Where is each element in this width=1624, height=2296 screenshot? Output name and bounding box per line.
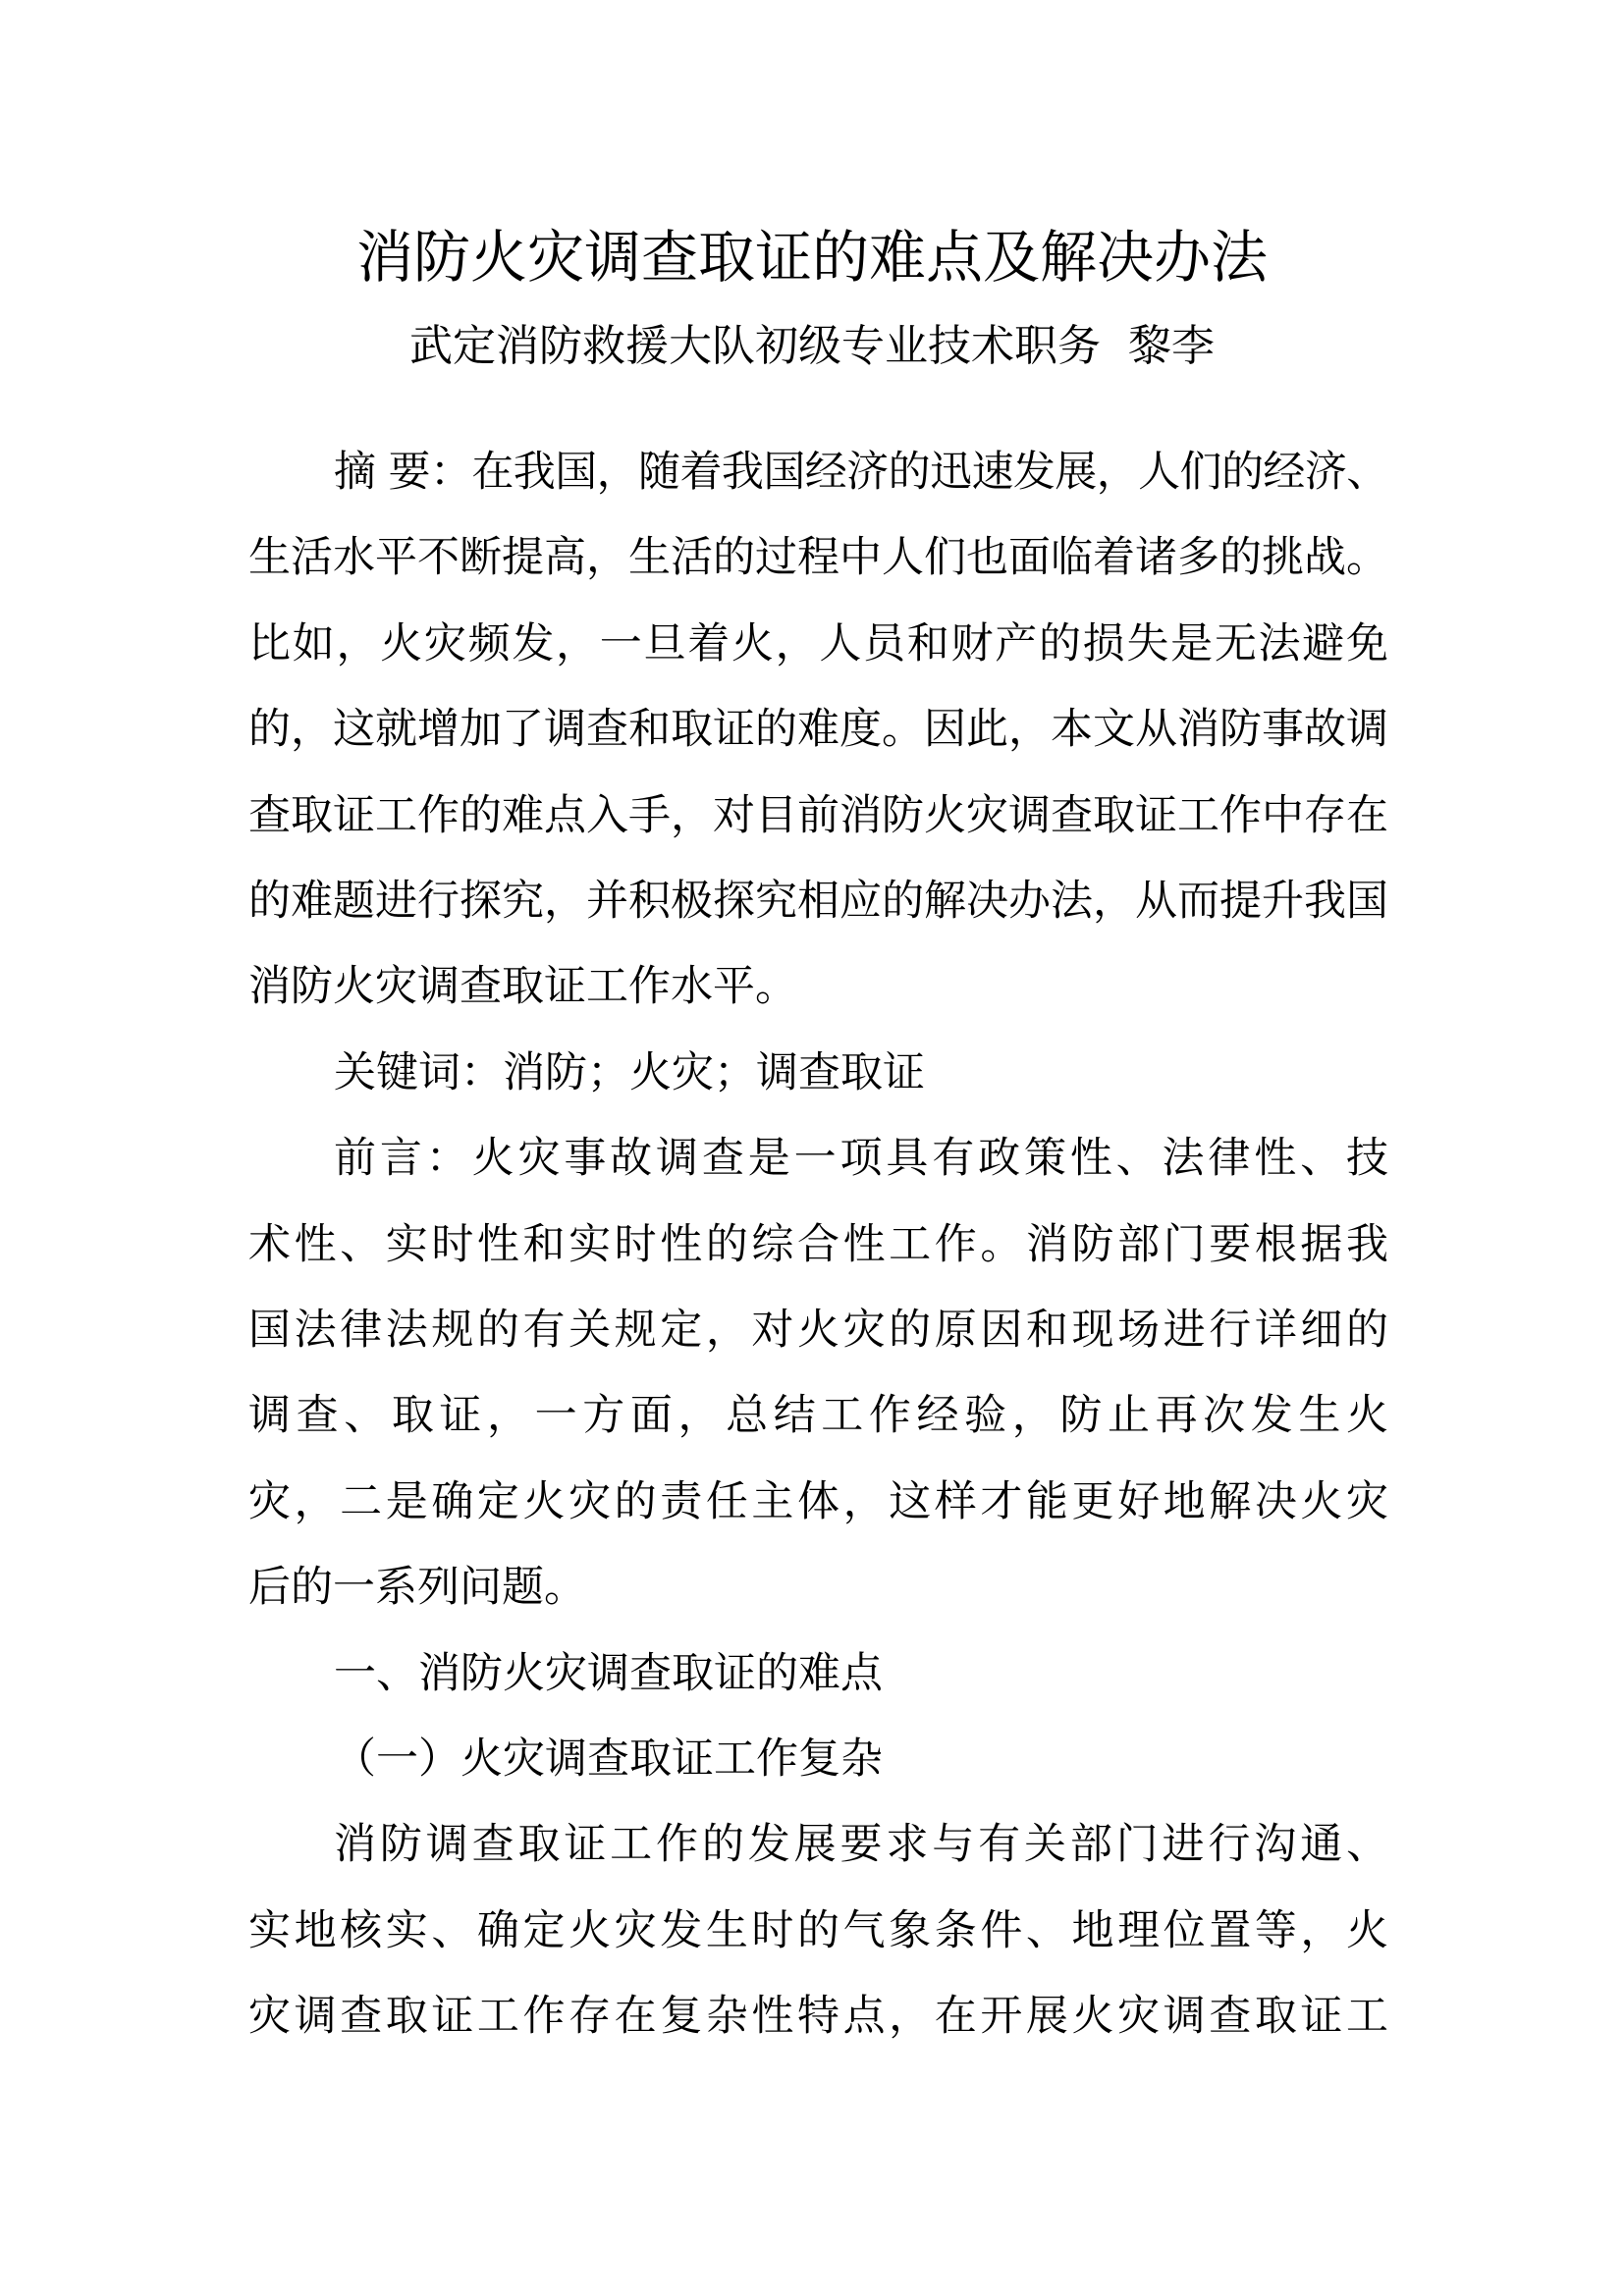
text-line: 消防火灾调查取证工作水平。 <box>248 962 797 1012</box>
text-line: 国法律法规的有关规定，对火灾的原因和现场进行详细的 <box>248 1306 1392 1355</box>
text-line: 灾，二是确定火灾的责任主体，这样才能更好地解决火灾 <box>248 1476 1392 1526</box>
text-line: 的难题进行探究，并积极探究相应的解决办法，从而提升我国 <box>248 877 1388 926</box>
text-line: 前言：火灾事故调查是一项具有政策性、法律性、技 <box>334 1134 1392 1184</box>
document-title: 消防火灾调查取证的难点及解决办法 <box>355 224 1268 291</box>
text-line: 生活水平不断提高，生活的过程中人们也面临着诸多的挑战。 <box>248 533 1388 583</box>
text-line: 比如，火灾频发，一旦着火，人员和财产的损失是无法避免 <box>248 618 1390 668</box>
text-line: 摘 要：在我国，随着我国经济的迅速发展，人们的经济、 <box>334 448 1388 497</box>
text-line: 后的一系列问题。 <box>248 1563 586 1613</box>
text-line: 实地核实、确定火灾发生时的气象条件、地理位置等，火 <box>248 1905 1392 1955</box>
text-line: 一、消防火灾调查取证的难点 <box>334 1648 883 1698</box>
text-line: 查取证工作的难点入手，对目前消防火灾调查取证工作中存在 <box>248 790 1388 840</box>
text-line: 调查、取证，一方面，总结工作经验，防止再次发生火 <box>248 1391 1394 1441</box>
document-author-line: 武定消防救援大队初级专业技术职务 黎李 <box>409 321 1215 371</box>
text-line: （一）火灾调查取证工作复杂 <box>334 1735 883 1784</box>
text-line: 灾调查取证工作存在复杂性特点，在开展火灾调查取证工 <box>248 1992 1392 2042</box>
text-line: 术性、实时性和实时性的综合性工作。消防部门要根据我 <box>248 1219 1392 1269</box>
text-line: 消防调查取证工作的发展要求与有关部门进行沟通、 <box>334 1820 1392 1870</box>
text-line: 关键词：消防；火灾；调查取证 <box>334 1047 925 1097</box>
text-line: 的，这就增加了调查和取证的难度。因此，本文从消防事故调 <box>248 705 1388 755</box>
